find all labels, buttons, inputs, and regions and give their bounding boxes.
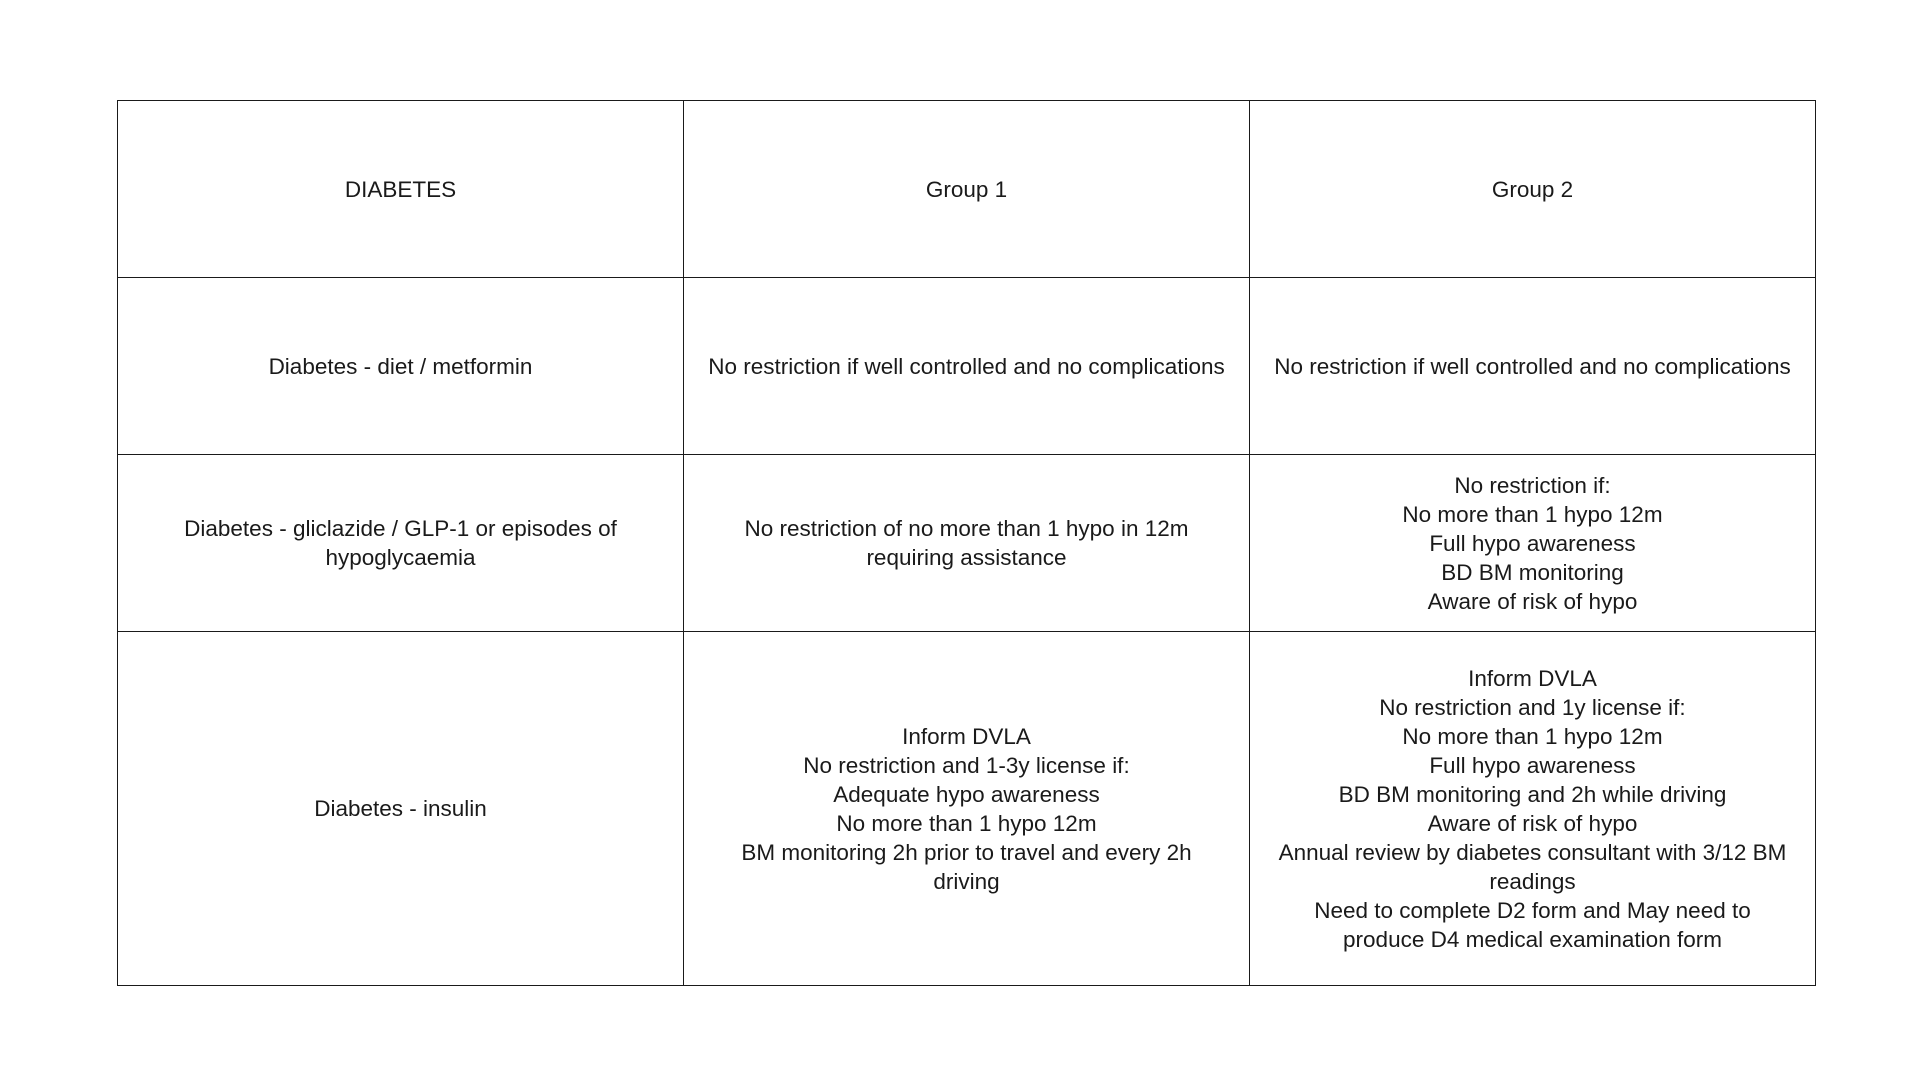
group1-cell: [684, 632, 1250, 986]
header-group1: Group 1: [925, 176, 1008, 202]
condition-cell: [118, 278, 684, 455]
group2-text: No restriction if:: [1454, 472, 1611, 498]
condition-text: Diabetes - gliclazide / GLP-1 or episodes of: [184, 516, 617, 541]
table-row: [118, 455, 1816, 632]
group1-text: No restriction and 1-3y license if:: [803, 752, 1130, 778]
condition-text: Diabetes - diet / metformin: [268, 353, 533, 379]
group2-text: Full hypo awareness: [1429, 530, 1636, 556]
diabetes-driving-table: [117, 100, 1816, 986]
header-group2: Group 2: [1491, 176, 1574, 202]
group1-text: Adequate hypo awareness: [833, 781, 1100, 807]
group2-text: Inform DVLA: [1468, 665, 1597, 691]
table-row: [118, 632, 1816, 986]
group2-text: readings: [1489, 868, 1576, 894]
group2-text: Aware of risk of hypo: [1427, 588, 1638, 614]
group2-text: BD BM monitoring: [1441, 559, 1624, 585]
group2-text: No restriction and 1y license if:: [1379, 694, 1686, 720]
group1-text: No restriction if well controlled and no complications: [708, 353, 1225, 379]
header-topic: DIABETES: [344, 176, 457, 202]
group2-text: No more than 1 hypo 12m: [1402, 723, 1663, 749]
group1-text: requiring assistance: [866, 545, 1067, 570]
group2-text: Annual review by diabetes consultant with 3/12 BM: [1278, 839, 1787, 865]
group1-cell: [684, 278, 1250, 455]
group2-cell: [1250, 278, 1816, 455]
condition-cell: [118, 455, 684, 632]
group2-text: No more than 1 hypo 12m: [1402, 501, 1663, 527]
group2-cell: [1250, 455, 1816, 632]
condition-text: Diabetes - insulin: [314, 796, 487, 821]
table-header-row: [118, 101, 1816, 278]
group2-text: Need to complete D2 form and May need to: [1314, 897, 1751, 923]
header-topic-cell: [118, 101, 684, 278]
table-row: [118, 278, 1816, 455]
header-group1-cell: [684, 101, 1250, 278]
group1-text: Inform DVLA: [902, 723, 1031, 749]
group1-text: No restriction of no more than 1 hypo in 12m: [744, 516, 1189, 541]
group2-text: BD BM monitoring and 2h while driving: [1338, 781, 1727, 807]
group1-cell: [684, 455, 1250, 632]
group2-text: No restriction if well controlled and no complications: [1274, 353, 1791, 379]
group1-text: BM monitoring 2h prior to travel and every 2h: [741, 839, 1192, 865]
group1-text: No more than 1 hypo 12m: [836, 810, 1097, 836]
group2-cell: [1250, 632, 1816, 986]
condition-text: hypoglycaemia: [325, 545, 476, 570]
group2-text: Aware of risk of hypo: [1427, 810, 1638, 836]
header-group2-cell: [1250, 101, 1816, 278]
condition-cell: [118, 632, 684, 986]
group1-text: driving: [933, 868, 1000, 894]
group2-text: produce D4 medical examination form: [1343, 926, 1722, 952]
group2-text: Full hypo awareness: [1429, 752, 1636, 778]
